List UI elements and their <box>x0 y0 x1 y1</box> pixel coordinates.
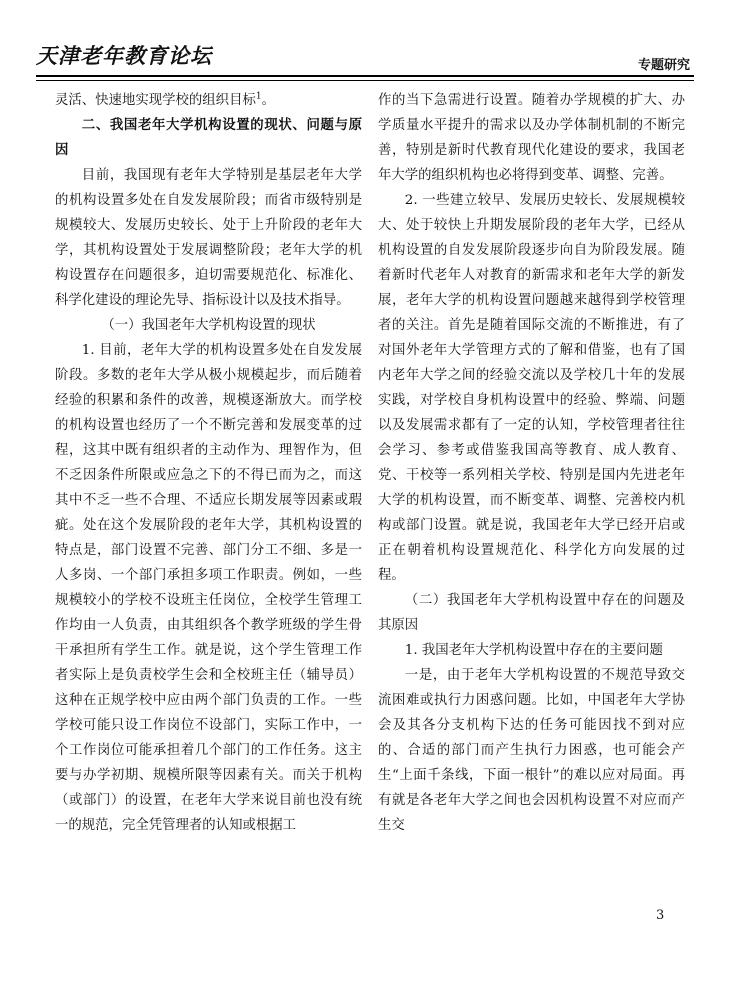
body-paragraph: 一是，由于老年大学机构设置的不规范导致交流困难或执行力困惑问题。比如，中国老年大学协会及其各分支机构下达的任务可能因找不到对应的、合适的部门而产生执行力困惑，也可能会产生“上面千条线，下面一根针”的难以应对局面。再有就是各老年大学之间也会因机构设置不对应而产生交 <box>378 668 685 833</box>
section-heading: 二、我国老年大学机构设置的现状、问题与原因 <box>55 117 362 158</box>
continued-paragraph: 作的当下急需进行设置。随着办学规模的扩大、办学质量水平提升的需求以及办学体制机制的不断完善，特别是新时代教育现代化建设的要求，我国老年大学的组织机构也必将得到变革、调整、完善。 <box>378 93 685 183</box>
body-paragraph: 2. 一些建立较早、发展历史较长、发展规模较大、处于较快上升期发展阶段的老年大学，已经从机构设置的自发发展阶段逐步向自为阶段发展。随着新时代老年人对教育的新需求和老年大学的新发展，老年大学的机构设置问题越来越得到学校管理者的关注。首先是随着国际交流的不断推进，有了对国外老年大学管理方式的了解和借鉴，也有了国内老年大学之间的经验交流以及学校几十年的发展实践，对学校自身机构设置中的经验、弊端、问题以及发展需求都有了一定的认知，学校管理者往往会学习、参考或借鉴我国高等教育、成人教育、党、干校等一系列相关学校、特别是国内先进老年大学的机构设置，而不断变革、调整、完善校内机构或部门设置。就是说，我国老年大学已经开启或正在朝着机构设置规范化、科学化方向发展的过程。 <box>378 193 685 583</box>
journal-title: 天津老年教育论坛 <box>36 43 212 68</box>
subsection-heading: （一）我国老年大学机构设置的现状 <box>101 318 316 333</box>
body-paragraph: 1. 目前，老年大学的机构设置多处在自发发展阶段。多数的老年大学从极小规模起步，而后随着经验的积累和条件的改善，规模逐渐放大。而学校的机构设置也经历了一个不断完善和发展变革的过程，这其中既有组织者的主动作为、理智作为，但不乏因条件所限或应急之下的不得已而为之，而这其中不乏一些不合理、不适应长期发展等因素或瑕疵。处在这个发展阶段的老年大学，其机构设置的特点是，部门设置不完善、部门分工不细、多是一人多岗、一个部门承担多项工作职责。例如，一些规模较小的学校不设班主任岗位，全校学生管理工作均由一人负责，由其组织各个教学班级的学生骨干承担所有学生工作。就是说，这个学生管理工作者实际上是负责校学生会和全校班主任（辅导员）这种在正规学校中应由两个部门负责的工作。一些学校可能只设工作岗位不设部门，实际工作中，一个工作岗位可能承担着几个部门的工作任务。这主要与办学初期、规模所限等因素有关。而关于机构（或部门）的设置，在老年大学来说目前也没有统一的规范，完全凭管理者的认知或根据工 <box>55 343 362 833</box>
right-column <box>378 88 685 838</box>
left-column <box>55 88 362 838</box>
continued-tail: 。 <box>261 93 275 108</box>
continued-paragraph <box>55 88 362 113</box>
page-number: 3 <box>656 908 665 923</box>
subsection-heading: 1. 我国老年大学机构设置中存在的主要问题 <box>404 643 663 658</box>
continued-text: 灵活、快速地实现学校的组织目标 <box>55 93 256 108</box>
header-rule-thin <box>36 80 694 81</box>
section-label: 专题研究 <box>637 58 690 73</box>
footnote-ref: 1 <box>255 91 262 102</box>
body-paragraph: 目前，我国现有老年大学特别是基层老年大学的机构设置多处在自发发展阶段；而省市级特别是规模较大、发展历史较长、处于上升阶段的老年大学，其机构设置处于发展调整阶段；老年大学的机构设置存在问题很多，迫切需要规范化、标准化、科学化建设的理论先导、指标设计以及技术指导。 <box>55 168 362 308</box>
subsection-heading: （二）我国老年大学机构设置中存在的问题及其原因 <box>378 593 685 633</box>
page-header <box>36 40 694 80</box>
header-rule-thick <box>36 75 694 77</box>
